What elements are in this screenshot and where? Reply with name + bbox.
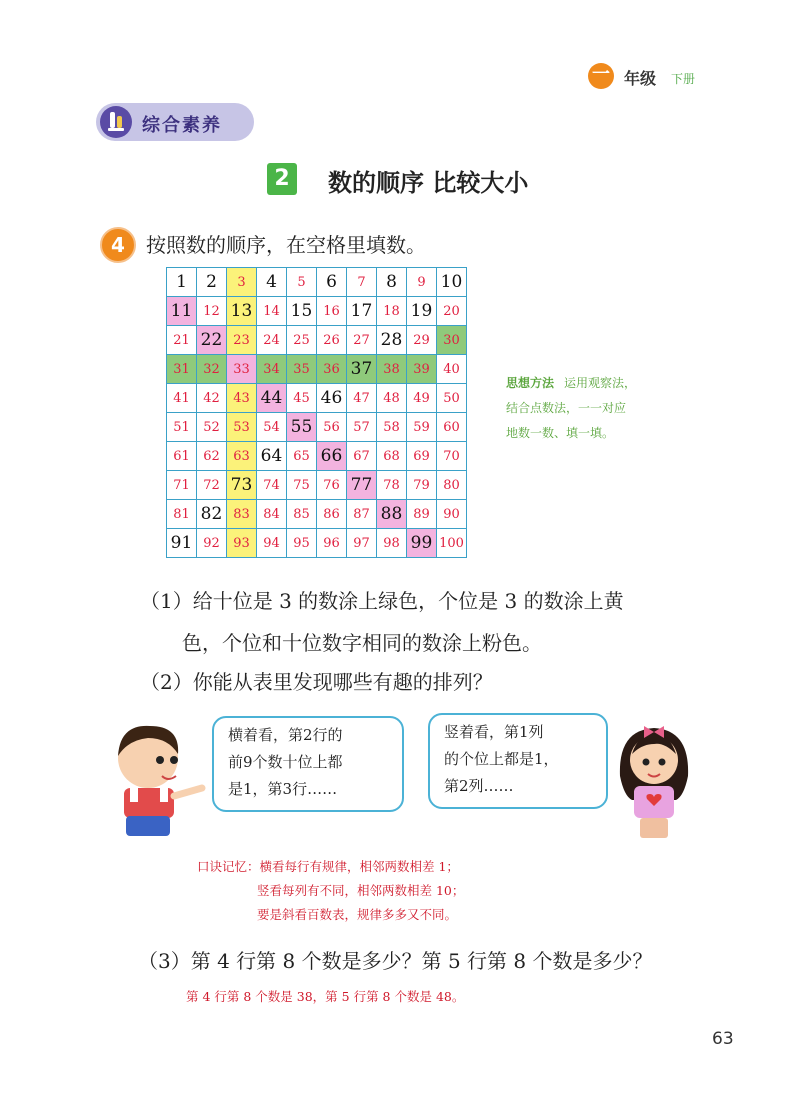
grid-cell: 29	[407, 326, 437, 355]
grid-cell: 54	[257, 413, 287, 442]
grid-cell: 90	[437, 500, 467, 529]
grid-row	[167, 384, 467, 413]
grid-cell: 34	[257, 355, 287, 384]
grid-cell: 65	[287, 442, 317, 471]
grid-cell: 57	[347, 413, 377, 442]
page-number: 63	[712, 1029, 734, 1049]
bubble-line: 是1，第3行……	[228, 780, 338, 798]
grid-cell: 83	[227, 500, 257, 529]
grid-cell: 31	[167, 355, 197, 384]
grid-cell: 3	[227, 268, 257, 297]
grid-cell: 40	[437, 355, 467, 384]
bubble-line: 竖着看，第1列	[444, 723, 544, 741]
grid-cell: 9	[407, 268, 437, 297]
grid-cell: 85	[287, 500, 317, 529]
grid-cell: 37	[347, 355, 377, 384]
grid-cell: 41	[167, 384, 197, 413]
hundred-chart	[166, 267, 467, 558]
grid-cell: 7	[347, 268, 377, 297]
grid-cell: 48	[377, 384, 407, 413]
grid-cell: 94	[257, 529, 287, 558]
grid-cell: 100	[437, 529, 467, 558]
grid-cell: 86	[317, 500, 347, 529]
girl-illustration	[614, 716, 694, 842]
grid-cell: 23	[227, 326, 257, 355]
grid-cell: 13	[227, 297, 257, 326]
grid-cell: 67	[347, 442, 377, 471]
grid-cell: 1	[167, 268, 197, 297]
grid-cell: 93	[227, 529, 257, 558]
grid-cell: 24	[257, 326, 287, 355]
grid-row	[167, 442, 467, 471]
grid-cell: 91	[167, 529, 197, 558]
grid-cell: 16	[317, 297, 347, 326]
grid-cell: 80	[437, 471, 467, 500]
grid-cell: 84	[257, 500, 287, 529]
lesson-number: 2	[267, 163, 297, 195]
rhyme-line: 竖看每列有不同，相邻两数相差 10；	[257, 883, 465, 898]
grid-cell: 49	[407, 384, 437, 413]
grid-cell: 10	[437, 268, 467, 297]
grid-cell: 69	[407, 442, 437, 471]
rhyme-line: 口诀记忆：横看每行有规律，相邻两数相差 1；	[197, 859, 459, 874]
grid-cell: 28	[377, 326, 407, 355]
grid-cell: 60	[437, 413, 467, 442]
grid-cell: 70	[437, 442, 467, 471]
grid-cell: 56	[317, 413, 347, 442]
grid-cell: 6	[317, 268, 347, 297]
grid-cell: 42	[197, 384, 227, 413]
grid-row	[167, 326, 467, 355]
grid-cell: 35	[287, 355, 317, 384]
grid-cell: 92	[197, 529, 227, 558]
grid-cell: 55	[287, 413, 317, 442]
grid-cell: 12	[197, 297, 227, 326]
grid-cell: 75	[287, 471, 317, 500]
grid-cell: 26	[317, 326, 347, 355]
grid-cell: 77	[347, 471, 377, 500]
grid-cell: 19	[407, 297, 437, 326]
grid-cell: 18	[377, 297, 407, 326]
subquestion-1-line1: （1）给十位是 3 的数涂上绿色，个位是 3 的数涂上黄	[140, 589, 624, 613]
grid-cell: 4	[257, 268, 287, 297]
grid-row	[167, 529, 467, 558]
grid-cell: 66	[317, 442, 347, 471]
grid-cell: 79	[407, 471, 437, 500]
method-line: 结合点数法，一一对应	[506, 401, 627, 415]
bubble-line: 前9个数十位上都	[228, 753, 343, 771]
flask-icon	[100, 106, 132, 138]
boy-illustration	[108, 716, 208, 840]
grid-cell: 36	[317, 355, 347, 384]
rhyme-line: 要是斜看百数表，规律多多又不同。	[257, 907, 458, 922]
subquestion-3: （3）第 4 行第 8 个数是多少？第 5 行第 8 个数是多少？	[138, 949, 653, 973]
grid-row	[167, 355, 467, 384]
subquestion-1-line2: 色，个位和十位数字相同的数涂上粉色。	[182, 631, 542, 655]
grid-cell: 45	[287, 384, 317, 413]
grid-cell: 50	[437, 384, 467, 413]
grid-cell: 72	[197, 471, 227, 500]
grid-cell: 95	[287, 529, 317, 558]
grid-cell: 2	[197, 268, 227, 297]
grid-cell: 39	[407, 355, 437, 384]
grid-cell: 78	[377, 471, 407, 500]
method-line: 地数一数、填一填。	[506, 426, 615, 440]
grid-cell: 27	[347, 326, 377, 355]
grid-cell: 68	[377, 442, 407, 471]
question-number-badge: 4	[100, 227, 136, 263]
grid-cell: 21	[167, 326, 197, 355]
grid-cell: 47	[347, 384, 377, 413]
grid-cell: 74	[257, 471, 287, 500]
bubble-line: 的个位上都是1，	[444, 750, 559, 768]
question-prompt: 按照数的顺序，在空格里填数。	[146, 233, 426, 257]
grid-cell: 62	[197, 442, 227, 471]
grid-cell: 5	[287, 268, 317, 297]
grid-cell: 51	[167, 413, 197, 442]
grid-cell: 96	[317, 529, 347, 558]
speech-bubble-girl	[428, 713, 608, 809]
grid-cell: 97	[347, 529, 377, 558]
grid-cell: 46	[317, 384, 347, 413]
grid-cell: 58	[377, 413, 407, 442]
grid-cell: 33	[227, 355, 257, 384]
grid-cell: 89	[407, 500, 437, 529]
grade-badge: 一	[588, 63, 614, 89]
bubble-line: 第2列……	[444, 777, 514, 795]
term-label: 下册	[671, 72, 696, 86]
grid-cell: 64	[257, 442, 287, 471]
grid-cell: 30	[437, 326, 467, 355]
grid-row	[167, 268, 467, 297]
lesson-title: 数的顺序 比较大小	[328, 169, 529, 197]
method-label: 思想方法	[506, 376, 555, 390]
grid-cell: 8	[377, 268, 407, 297]
grid-cell: 88	[377, 500, 407, 529]
grid-cell: 53	[227, 413, 257, 442]
grid-cell: 15	[287, 297, 317, 326]
grid-cell: 76	[317, 471, 347, 500]
grid-cell: 32	[197, 355, 227, 384]
grid-cell: 82	[197, 500, 227, 529]
grid-cell: 25	[287, 326, 317, 355]
grid-cell: 87	[347, 500, 377, 529]
grid-cell: 22	[197, 326, 227, 355]
rhyme-note	[197, 855, 464, 927]
grid-cell: 59	[407, 413, 437, 442]
grid-row	[167, 471, 467, 500]
grid-cell: 38	[377, 355, 407, 384]
grid-cell: 43	[227, 384, 257, 413]
grid-cell: 11	[167, 297, 197, 326]
grade-label: 年级	[624, 69, 657, 88]
bubble-line: 横着看，第2行的	[228, 726, 343, 744]
grid-cell: 61	[167, 442, 197, 471]
grid-cell: 98	[377, 529, 407, 558]
grid-cell: 17	[347, 297, 377, 326]
grid-row	[167, 413, 467, 442]
method-line: 运用观察法，	[564, 376, 637, 390]
grid-cell: 44	[257, 384, 287, 413]
grid-cell: 52	[197, 413, 227, 442]
speech-bubble-boy	[212, 716, 404, 812]
grid-cell: 14	[257, 297, 287, 326]
subquestion-2: （2）你能从表里发现哪些有趣的排列？	[140, 670, 493, 694]
grid-row	[167, 500, 467, 529]
section-label: 综合素养	[142, 115, 222, 136]
answer-3: 第 4 行第 8 个数是 38，第 5 行第 8 个数是 48。	[186, 989, 465, 1004]
grid-cell: 20	[437, 297, 467, 326]
grid-cell: 73	[227, 471, 257, 500]
method-note	[506, 371, 706, 446]
grid-cell: 81	[167, 500, 197, 529]
grid-cell: 63	[227, 442, 257, 471]
grid-cell: 99	[407, 529, 437, 558]
grid-cell: 71	[167, 471, 197, 500]
grid-row	[167, 297, 467, 326]
